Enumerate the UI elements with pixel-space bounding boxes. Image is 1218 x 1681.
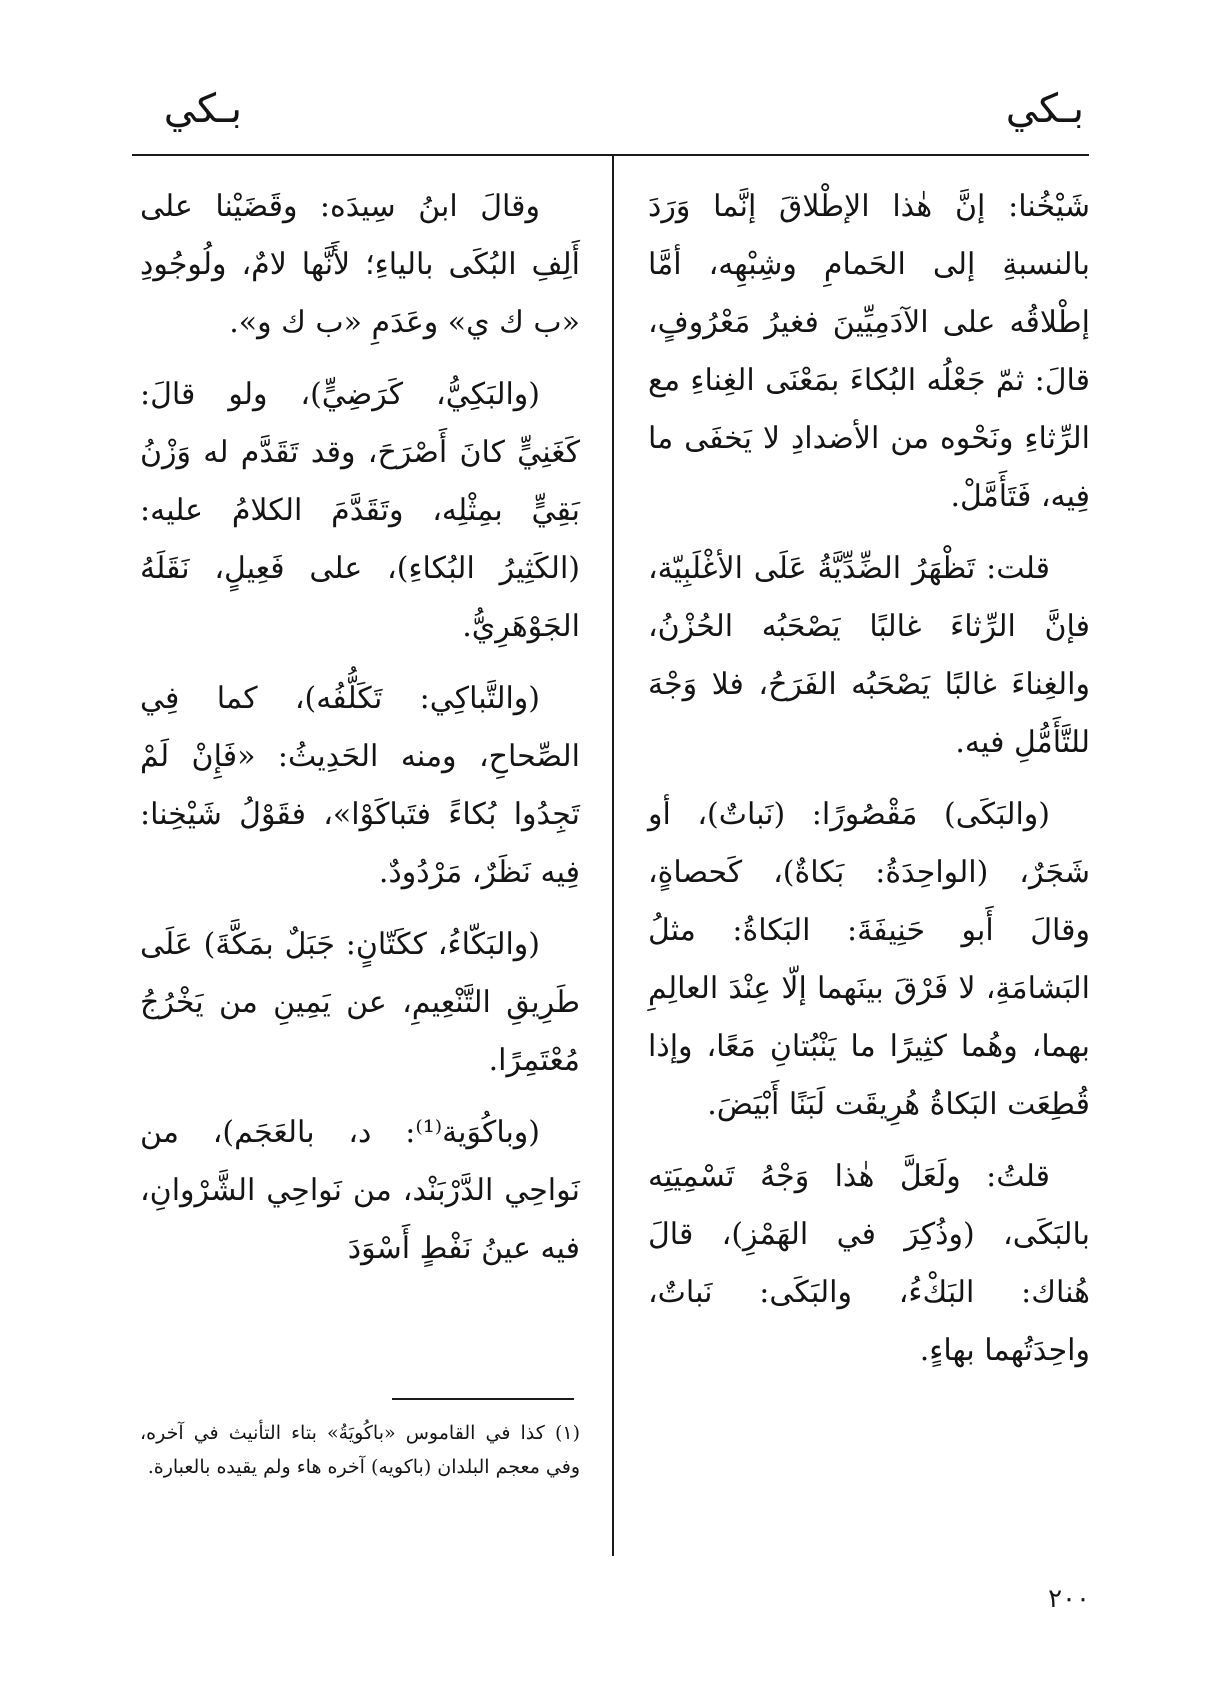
footnote-rule — [392, 1398, 574, 1400]
right-paragraph-1: شَيْخُنا: إنَّ هٰذا الإطْلاقَ إنَّما وَرَدَ بالنسبةِ إلى الحَمامِ وشِبْهِه، أمَّا إطْلاقُه على الآدَمِيِّينَ فغيرُ مَعْرُوفٍ، قالَ: ثمّ جَعْلُه البُكاءَ بمَعْنَى الغِناءِ مع الرِّثاءِ ونَحْوه من الأضدادِ لا يَخفَى ما فِيه، فَتَأَمَّلْ. — [648, 189, 1090, 514]
right-column — [648, 178, 1090, 1394]
left-paragraph-1: وقالَ ابنُ سِيدَه: وقَضَيْنا على أَلِفِ البُكَى بالياءِ؛ لأَنَّها لامٌ، ولُوجُودِ «ب ك ي» وعَدَمِ «ب ك و». — [140, 189, 580, 340]
left-paragraph-2: (والبَكِيُّ، كَرَضِيٍّ)، ولو قالَ: كَغَنِيٍّ كانَ أَصْرَحَ، وقد تَقَدَّم له وَزْنُ بَقِيٍّ بمِثْلِه، وتَقَدَّمَ الكلامُ عليه: (الكَثِيرُ البُكاءِ)، على فَعِيلٍ، نَقَلَهُ الجَوْهَرِيُّ. — [140, 377, 580, 644]
page-number: ٢٠٠ — [1048, 1584, 1090, 1614]
left-paragraph-3: (والتَّباكِي: تَكَلُّفُه)، كما فِي الصِّحاحِ، ومنه الحَدِيثُ: «فَإِنْ لَمْ تَجِدُوا بُكاءً فتَباكَوْا»، فقَوْلُ شَيْخِنا: فِيه نَظَرٌ، مَرْدُودٌ. — [140, 681, 580, 890]
left-column — [140, 178, 580, 1292]
column-divider — [612, 154, 614, 1556]
header-rule — [132, 154, 1089, 156]
footnote: (١) كذا في القاموس «باكُويَةُ» بتاء التأنيث في آخره، وفي معجم البلدان (باكويه) آخره هاء ولم يقيده بالعبارة. — [140, 1422, 580, 1478]
right-paragraph-3: (والبَكَى) مَقْصُورًا: (نَباتٌ)، أو شَجَرٌ، (الواحِدَةُ: بَكاةٌ)، كَحصاةٍ، وقالَ أَبو حَنِيفَةَ: البَكاةُ: مثلُ البَشامَةِ، لا فَرْقَ بينَهما إلّا عِنْدَ العالِمِ بهما، وهُما كثِيرًا ما يَنْبُتانِ مَعًا، وإذا قُطِعَت البَكاةُ هُرِيقَت لَبَنًا أَبْيَضَ. — [648, 797, 1090, 1122]
left-paragraph-5: (وباكُوَية⁽¹⁾: د، بالعَجَم)، من نَواحِي الدَّرْبَنْد، من نَواحِي الشَّرْوانِ، فيه عينُ نَفْطٍ أَسْوَدَ — [140, 1115, 580, 1266]
left-paragraph-4: (والبَكّاءُ، ككَتّانٍ: جَبَلٌ بمَكَّةَ) عَلَى طَرِيقِ التَّنْعِيمِ، عن يَمِينِ من يَخْرُجُ مُعْتَمِرًا. — [140, 927, 580, 1078]
right-paragraph-2: قلت: تَظْهَرُ الضِّدِّيَّةُ عَلَى الأغْلَبِيّة، فإنَّ الرِّثاءَ غالبًا يَصْحَبُه الحُزْنُ، والغِناءَ غالبًا يَصْحَبُه الفَرَحُ، فلا وَجْهَ للتَّأَمُّلِ فيه. — [648, 551, 1090, 760]
running-header-left: بـكي — [163, 86, 242, 132]
running-header-right: بـكي — [1005, 86, 1084, 132]
right-paragraph-4: قلتُ: ولَعَلَّ هٰذا وَجْهُ تَسْمِيَتِه بالبَكَى، (وذُكِرَ في الهَمْزِ)، قالَ هُناك: البَكْءُ، والبَكَى: نَباتٌ، واحِدَتُهما بهاءٍ. — [648, 1159, 1090, 1368]
